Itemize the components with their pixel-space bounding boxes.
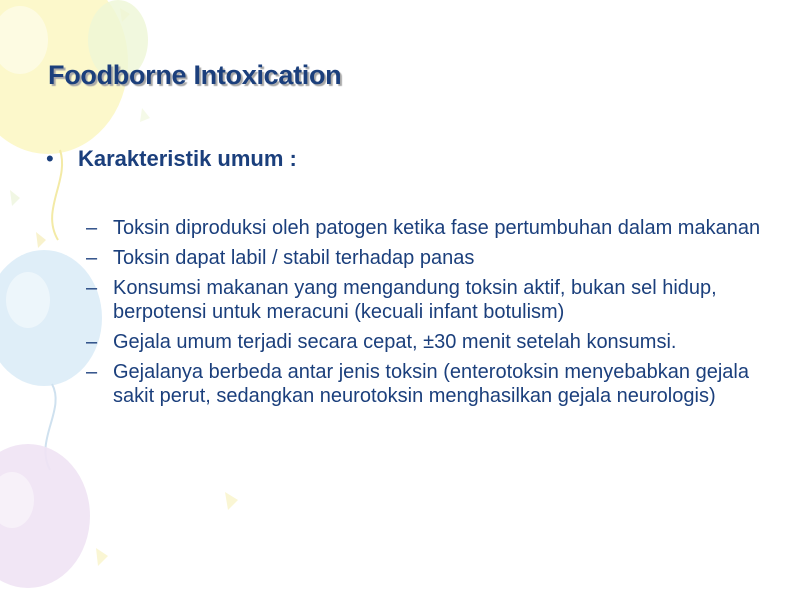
bullet-dot-icon: • [46,146,54,171]
dash-icon: – [86,361,98,383]
dash-icon: – [86,247,98,269]
list-item-text: Konsumsi makanan yang mengandung toksin aktif, bukan sel hidup, berpotensi untuk meracuni (kecuali infant botulism) [113,277,717,323]
list-item [86,360,766,408]
list-item-text: Gejala umum terjadi secara cepat, ±30 menit setelah konsumsi. [113,331,677,353]
dash-icon: – [86,277,98,299]
list-item [86,216,766,240]
main-bullet [46,144,297,174]
sub-bullet-list [86,216,766,414]
main-bullet-text: Karakteristik umum : [78,146,297,171]
list-item-text: Toksin diproduksi oleh patogen ketika fase pertumbuhan dalam makanan [113,217,761,239]
list-item [86,276,766,324]
list-item-text: Toksin dapat labil / stabil terhadap panas [113,247,475,269]
list-item [86,330,766,354]
slide-title: Foodborne Intoxication [48,60,342,90]
dash-icon: – [86,217,98,239]
list-item [86,246,766,270]
list-item-text: Gejalanya berbeda antar jenis toksin (enterotoksin menyebabkan gejala sakit perut, sedangkan neurotoksin menghasilkan gejala neurologis) [113,361,749,407]
dash-icon: – [86,331,98,353]
